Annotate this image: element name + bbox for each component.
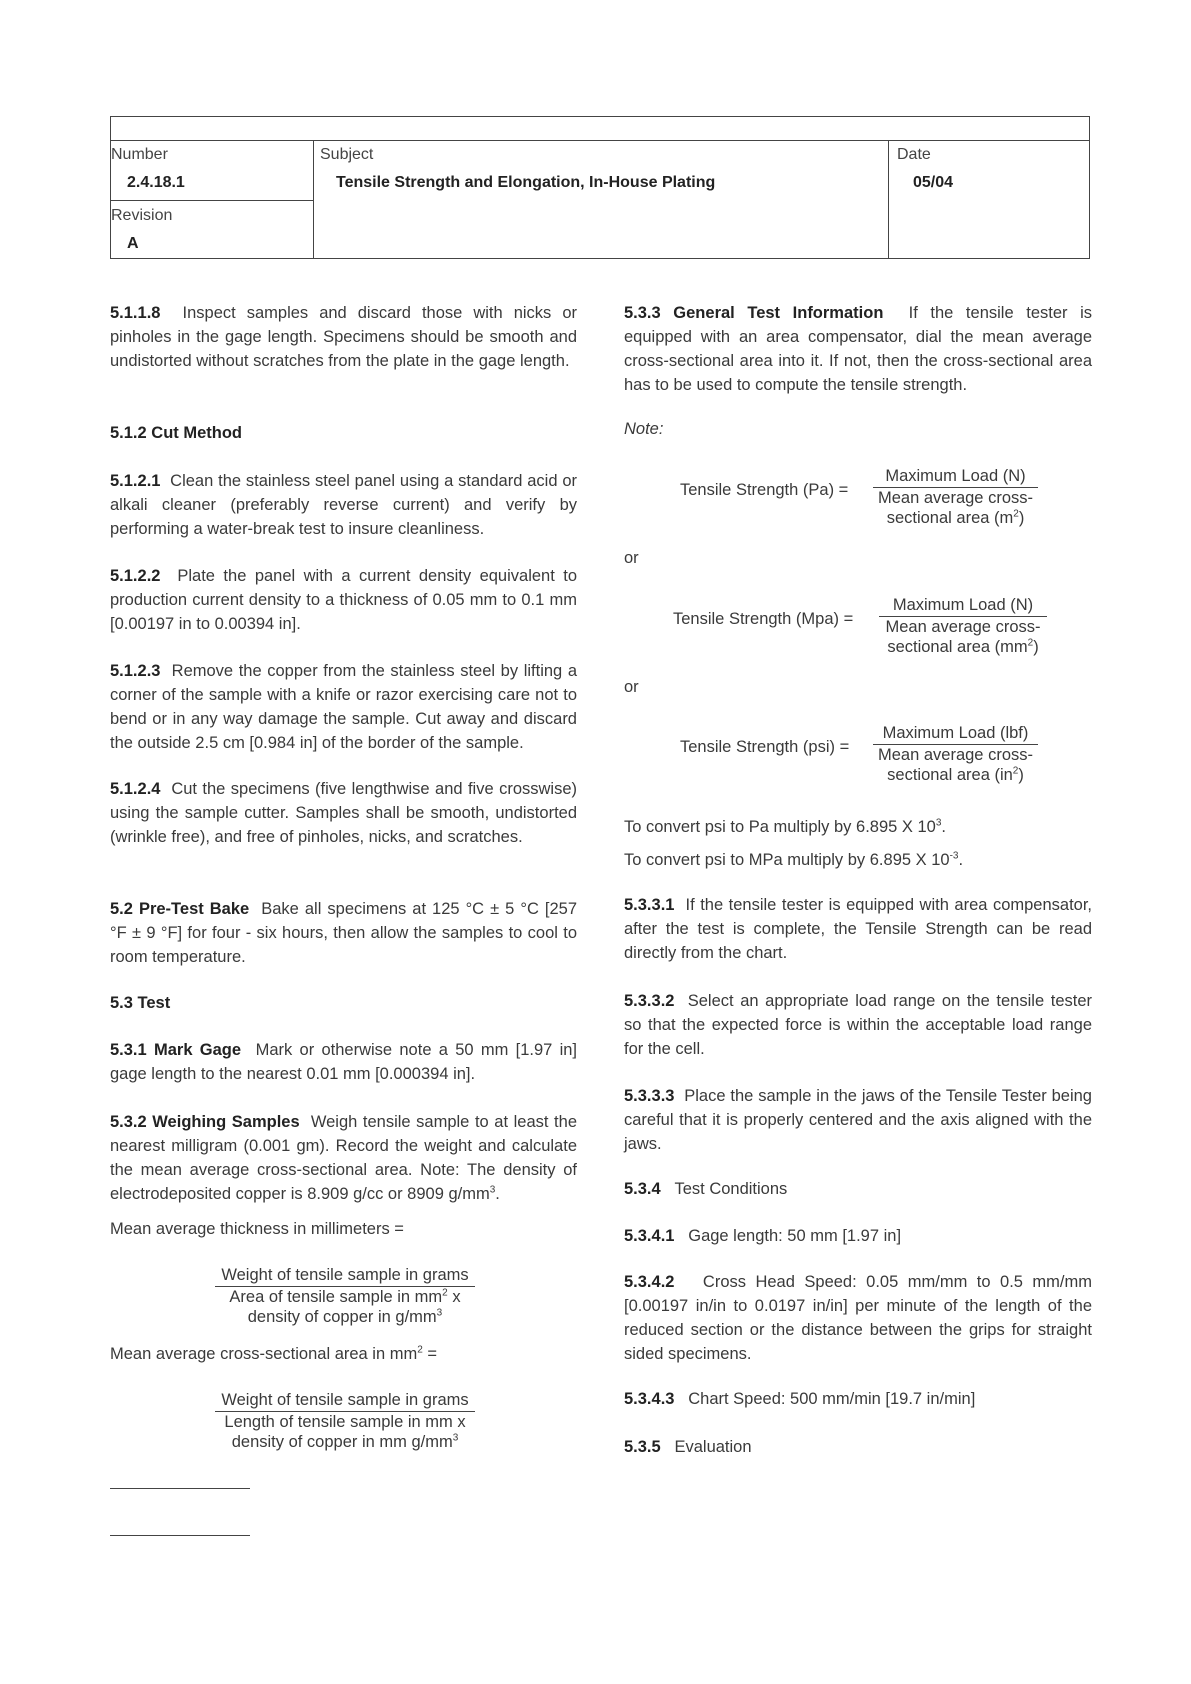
formula-denominator <box>215 1287 475 1327</box>
convert-text: To convert psi to MPa multiply by 6.895 X 10 <box>624 851 950 869</box>
para-5-1-2-3 <box>110 659 577 755</box>
heading-text: 5.1.2 Cut Method <box>110 424 243 442</box>
para-5-3-3-3 <box>624 1084 1092 1156</box>
formula-numerator: Weight of tensile sample in grams <box>215 1264 475 1287</box>
para-text: Remove the copper from the stainless steel by lifting a corner of the sample with a knife or razor exercising care not to bend or in any way damage the sample. Cut away and discard the outside 2.5 cm [0.984 in] of the border of the sample. <box>110 662 577 752</box>
para-5-1-1-8 <box>110 301 577 373</box>
footnote-rule <box>110 1535 250 1536</box>
para-5-3-3 <box>624 301 1092 397</box>
section-id: 5.3.3.3 <box>624 1087 675 1105</box>
para-text: Cross Head Speed: 0.05 mm/mm to 0.5 mm/mm [0.00197 in/in to 0.0197 in/in] per minute of the length of the reduced section or the distance between the grips for straight sided specimens. <box>624 1273 1092 1363</box>
section-id: 5.2 Pre-Test Bake <box>110 900 250 918</box>
para-text: Evaluation <box>674 1438 752 1456</box>
note-label: Note: <box>624 420 664 438</box>
or-2: or <box>624 678 639 696</box>
area-label-end: = <box>422 1345 438 1363</box>
heading-5-3 <box>110 991 577 1015</box>
formula-denominator <box>873 488 1038 528</box>
convert-end: . <box>958 851 964 869</box>
section-id: 5.3.1 Mark Gage <box>110 1041 242 1059</box>
para-text: Clean the stainless steel panel using a standard acid or alkali cleaner (preferably reverse current) and verify by performing a water-break test to insure cleanliness. <box>110 472 578 538</box>
header-top-band <box>111 117 1089 141</box>
superscript: 3 <box>436 1307 443 1319</box>
formula-numerator: Weight of tensile sample in grams <box>215 1389 475 1412</box>
den-line1: Length of tensile sample in mm x <box>224 1413 466 1431</box>
convert-text: To convert psi to Pa multiply by 6.895 X 10 <box>624 818 936 836</box>
eq2-fraction <box>879 594 1047 657</box>
subject-label: Subject <box>320 146 374 163</box>
para-text: Bake all specimens at 125 °C ± 5 °C [257 °F ± 9 °F] for four - six hours, then allow the samples to cool to room temperature. <box>110 900 578 966</box>
area-formula <box>215 1389 475 1452</box>
para-5-2 <box>110 897 577 969</box>
den-line2: sectional area (m <box>886 509 1014 527</box>
revision-cell <box>111 201 314 258</box>
revision-label: Revision <box>111 207 173 224</box>
formula-numerator: Maximum Load (lbf) <box>873 722 1038 745</box>
para-5-3-4-1 <box>624 1224 1092 1248</box>
para-text: Mark or otherwise note a 50 mm [1.97 in] gage length to the nearest 0.01 mm [0.000394 in]. <box>110 1041 578 1083</box>
den-line1: Mean average cross- <box>885 618 1041 636</box>
para-text: Place the sample in the jaws of the Tensile Tester being careful that it is properly centered and the axis aligned with the jaws. <box>624 1087 1092 1153</box>
den-line2: density of copper in mm g/mm <box>231 1433 453 1451</box>
section-id: 5.3.4.3 <box>624 1390 675 1408</box>
para-5-3-3-1 <box>624 893 1092 965</box>
para-end: . <box>495 1185 500 1203</box>
date-value: 05/04 <box>913 174 954 191</box>
para-5-3-4-2 <box>624 1270 1092 1366</box>
section-id: 5.1.2.1 <box>110 472 161 490</box>
convert-pa <box>624 815 1092 839</box>
thickness-formula <box>215 1264 475 1327</box>
den-line1: Mean average cross- <box>878 746 1033 764</box>
subject-value: Tensile Strength and Elongation, In-House Plating <box>336 174 716 191</box>
date-cell <box>889 140 1089 258</box>
para-5-3-4 <box>624 1177 1092 1201</box>
para-text: Chart Speed: 500 mm/min [19.7 in/min] <box>688 1390 976 1408</box>
eq3-label: Tensile Strength (psi) = <box>680 738 850 756</box>
para-5-1-2-1 <box>110 469 577 541</box>
den-line1: Area of tensile sample in mm <box>229 1288 443 1306</box>
para-text: Plate the panel with a current density equivalent to production current density to a thickness of 0.05 mm to 0.1 mm [0.00197 in to 0.00394 in]. <box>110 567 578 633</box>
formula-denominator <box>215 1412 475 1452</box>
section-id: 5.3.4.2 <box>624 1273 675 1291</box>
para-5-3-5 <box>624 1435 1092 1459</box>
thickness-label: Mean average thickness in millimeters = <box>110 1220 404 1238</box>
eq3-fraction <box>873 722 1038 785</box>
para-text: Test Conditions <box>674 1180 788 1198</box>
superscript: 3 <box>452 1432 459 1444</box>
section-id: 5.3.4.1 <box>624 1227 675 1245</box>
para-5-3-3-2 <box>624 989 1092 1061</box>
section-id: 5.3.3.2 <box>624 992 675 1010</box>
section-id: 5.3.3 General Test Information <box>624 304 884 322</box>
section-id: 5.1.2.3 <box>110 662 161 680</box>
formula-denominator <box>873 745 1038 785</box>
den-end: ) <box>1018 509 1025 527</box>
den-end: ) <box>1018 766 1024 784</box>
section-id: 5.3.3.1 <box>624 896 675 914</box>
section-id: 5.1.2.4 <box>110 780 161 798</box>
revision-value: A <box>127 235 139 252</box>
superscript: 3 <box>489 1184 496 1196</box>
section-id: 5.3.5 <box>624 1438 661 1456</box>
para-5-1-2-4 <box>110 777 577 849</box>
heading-text: 5.3 Test <box>110 994 171 1012</box>
footnote-rule <box>110 1488 250 1489</box>
superscript: 2 <box>1013 508 1019 520</box>
area-label-text: Mean average cross-sectional area in mm <box>110 1345 418 1363</box>
section-id: 5.3.4 <box>624 1180 661 1198</box>
superscript: 2 <box>1027 637 1034 649</box>
superscript: -3 <box>949 850 959 862</box>
heading-5-1-2 <box>110 421 577 445</box>
subject-cell <box>314 140 889 258</box>
para-5-3-1 <box>110 1038 577 1086</box>
para-text: Weigh tensile sample to at least the nearest milligram (0.001 gm). Record the weight and calculate the mean average cross-sectional area. Note: The density of electrodeposited copper is 8.909 g/cc or 8909 g/mm <box>110 1113 577 1203</box>
document-number: 2.4.18.1 <box>127 174 185 191</box>
superscript: 2 <box>1012 765 1019 777</box>
para-text: Inspect samples and discard those with nicks or pinholes in the gage length. Specimens should be smooth and undistorted without scratches from the plate in the gage length. <box>110 304 577 370</box>
den-end: x <box>447 1288 461 1306</box>
den-line2: density of copper in g/mm <box>247 1308 437 1326</box>
para-text: Gage length: 50 mm [1.97 in] <box>688 1227 902 1245</box>
para-5-1-2-2 <box>110 564 577 636</box>
para-text: If the tensile tester is equipped with an area compensator, dial the mean average cross-sectional area into it. If not, then the cross-sectional area has to be used to compute the tensile strength. <box>624 304 1093 394</box>
number-cell <box>111 140 314 201</box>
eq1-label: Tensile Strength (Pa) = <box>680 481 849 499</box>
area-label <box>110 1342 577 1366</box>
formula-numerator: Maximum Load (N) <box>873 465 1038 488</box>
convert-end: . <box>941 818 946 836</box>
superscript: 2 <box>442 1287 448 1299</box>
header-table <box>110 116 1090 259</box>
formula-numerator: Maximum Load (N) <box>879 594 1047 617</box>
number-label: Number <box>111 146 168 163</box>
para-text: Cut the specimens (five lengthwise and five crosswise) using the sample cutter. Samples shall be smooth, undistorted (wrinkle free), and free of pinholes, nicks, and scratches. <box>110 780 577 846</box>
eq1-fraction <box>873 465 1038 528</box>
superscript: 2 <box>417 1344 423 1356</box>
superscript: 3 <box>935 817 942 829</box>
para-text: If the tensile tester is equipped with area compensator, after the test is complete, the Tensile Strength can be read directly from the chart. <box>624 896 1092 962</box>
date-label: Date <box>897 146 931 163</box>
den-end: ) <box>1033 638 1039 656</box>
section-id: 5.1.1.8 <box>110 304 161 322</box>
eq2-label: Tensile Strength (Mpa) = <box>673 610 854 628</box>
para-text: Select an appropriate load range on the tensile tester so that the expected force is within the acceptable load range for the cell. <box>624 992 1093 1058</box>
para-5-3-2 <box>110 1110 577 1206</box>
formula-denominator <box>879 617 1047 657</box>
den-line2: sectional area (in <box>887 766 1013 784</box>
convert-mpa <box>624 848 1092 872</box>
section-id: 5.3.2 Weighing Samples <box>110 1113 300 1131</box>
section-id: 5.1.2.2 <box>110 567 161 585</box>
den-line2: sectional area (mm <box>887 638 1028 656</box>
den-line1: Mean average cross- <box>878 489 1033 507</box>
para-5-3-4-3 <box>624 1387 1092 1411</box>
or-1: or <box>624 549 639 567</box>
